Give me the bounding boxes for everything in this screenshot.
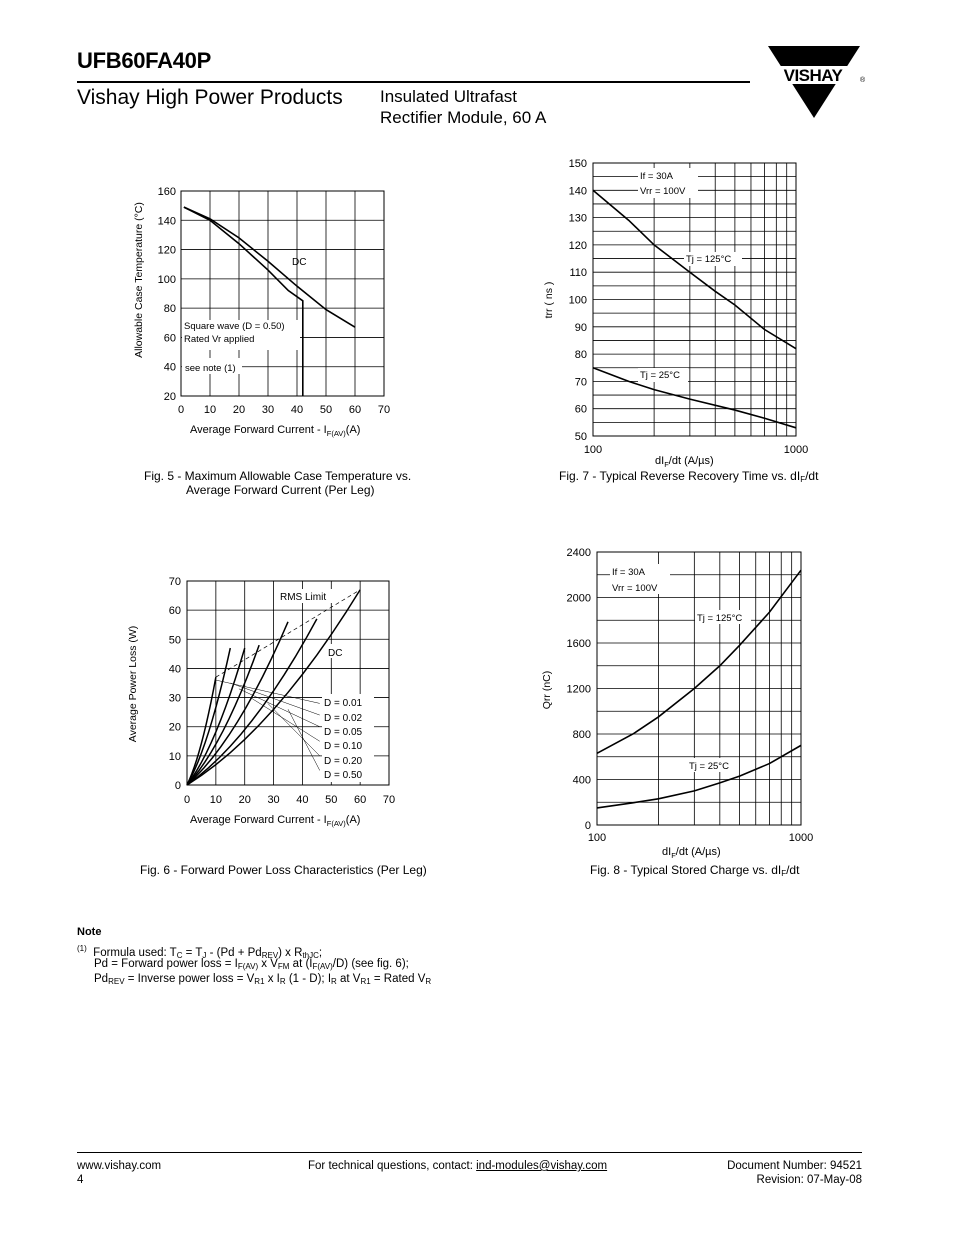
fig8-tj125-label: Tj = 125°C [697, 613, 743, 624]
fig8-y-tick: 2400 [566, 547, 591, 559]
fig7-x-tick: 1000 [783, 444, 809, 456]
fig6-y-tick: 60 [168, 605, 181, 618]
fig6-x-tick: 50 [325, 794, 338, 806]
fig6-dc-label: DC [328, 648, 343, 659]
footer-website-link[interactable]: www.vishay.com [77, 1160, 162, 1172]
fig8-y-tick: 800 [572, 729, 591, 741]
fig6-d020-label: D = 0.20 [324, 756, 363, 767]
fig7-y-tick: 80 [574, 349, 587, 362]
fig7-tj25-label: Tj = 25°C [640, 370, 680, 381]
fig6-x-tick: 70 [382, 794, 396, 806]
fig7-x-axis-label: $dI_F/dt$ (A/µs) [655, 455, 714, 469]
fig6-d002-label: D = 0.02 [324, 713, 363, 724]
header-rule [77, 81, 750, 83]
footer-document-number: Document Number: 94521 [727, 1160, 862, 1172]
fig7-tj125-label: Tj = 125°C [686, 254, 732, 265]
fig7-y-tick: 70 [574, 376, 587, 389]
fig6-x-tick: 30 [267, 794, 280, 806]
fig5-ratedvr-label: Rated Vr applied [184, 334, 255, 345]
fig6-d010-label: D = 0.10 [324, 741, 363, 752]
fig7-curve-tj125 [593, 190, 796, 348]
fig6-rms-label: RMS Limit [280, 592, 327, 603]
fig5-y-tick: 80 [163, 303, 176, 316]
fig7-y-tick: 110 [569, 267, 587, 280]
footer-contact [308, 1159, 607, 1173]
fig5-x-tick: 20 [232, 404, 246, 416]
fig7-x-tick: 100 [583, 444, 603, 456]
fig8-x-tick: 1000 [788, 832, 814, 844]
fig6-x-axis-label: Average Forward Current - $I_{F(AV)}(A)$ [190, 814, 361, 828]
fig5-y-tick: 160 [157, 186, 176, 198]
fig7-y-tick: 140 [568, 185, 587, 198]
fig7-y-tick: 60 [574, 403, 587, 416]
fig5-x-tick: 70 [377, 404, 391, 416]
fig8-y-axis-label: Qrr (nC) [541, 670, 553, 710]
fig6-y-tick: 0 [174, 780, 181, 792]
fig8-caption: Fig. 8 - Typical Stored Charge vs. $dI_F/dt$ [590, 863, 800, 878]
fig7-tick-labels [569, 158, 809, 456]
fig5-y-tick: 60 [163, 332, 176, 345]
fig8-x-tick: 100 [587, 832, 607, 844]
fig7-vrr-label: Vrr = 100V [640, 186, 686, 197]
logo-wordmark: VISHAY [783, 66, 843, 85]
fig6-x-tick: 0 [183, 794, 191, 806]
fig8-y-tick: 0 [584, 820, 591, 832]
part-number: UFB60FA40P [77, 48, 211, 73]
subtitle-line-1: Insulated Ultrafast [380, 87, 518, 106]
fig7-y-axis-label: trr ( ns ) [543, 281, 555, 319]
fig6-caption: Fig. 6 - Forward Power Loss Characteristics (Per Leg) [140, 863, 427, 877]
fig5-y-tick: 20 [163, 391, 176, 403]
fig5-y-tick: 40 [163, 361, 176, 374]
fig5-y-tick: 120 [157, 244, 176, 257]
logo-registered-mark: ® [860, 77, 866, 84]
fig5-squarewave-label: Square wave (D = 0.50) [184, 321, 285, 332]
fig5-x-tick: 50 [319, 404, 333, 416]
brand-line: Vishay High Power Products [77, 86, 343, 109]
fig5-curve-dc [184, 207, 355, 327]
fig8-y-tick: 1600 [566, 638, 591, 650]
fig7-chart [530, 152, 830, 472]
fig6-d050-label: D = 0.50 [324, 770, 363, 781]
fig6-duty-leader [268, 703, 320, 755]
vishay-logo [768, 46, 864, 127]
fig8-curves [597, 570, 801, 808]
fig5-x-tick: 30 [261, 404, 275, 416]
fig7-y-tick: 120 [568, 239, 587, 252]
fig5-x-tick: 10 [203, 404, 217, 416]
fig6-chart [120, 572, 420, 832]
fig6-x-tick: 10 [209, 794, 222, 806]
fig7-y-tick: 130 [568, 212, 587, 225]
fig6-y-tick: 40 [168, 663, 181, 676]
fig5-caption-line-1: Fig. 5 - Maximum Allowable Case Temperature vs. [144, 469, 412, 483]
fig8-chart [530, 540, 830, 860]
fig8-tj25-label: Tj = 25°C [689, 761, 729, 772]
fig8-curve-tj25 [597, 745, 801, 808]
product-subtitle [380, 86, 610, 128]
fig5-x-axis-label: Average Forward Current - $I_{F(AV)}(A)$ [190, 424, 361, 438]
fig5-y-tick: 100 [157, 273, 176, 286]
fig5-caption [144, 469, 411, 497]
note-line-2: Pd = Forward power loss = $I_{F(AV)}$ x $V_{FM}$ at $(I_{F(AV)}/D)$ (see fig. 6); [94, 958, 409, 971]
fig8-x-axis-label: $dI_F/dt$ (A/µs) [662, 846, 721, 860]
footer-page-number: 4 [77, 1174, 84, 1186]
fig6-x-tick: 60 [354, 794, 367, 806]
fig5-chart [120, 180, 420, 450]
fig5-note-label: see note (1) [185, 363, 236, 374]
fig6-duty-leader [250, 698, 319, 742]
footer-revision: Revision: 07-May-08 [756, 1174, 862, 1186]
footer-rule [77, 1152, 862, 1153]
fig6-y-tick: 50 [168, 634, 181, 647]
footer-right [727, 1159, 862, 1187]
fig6-y-tick: 70 [168, 576, 181, 588]
fig5-y-axis-label: Allowable Case Temperature (°C) [133, 202, 145, 358]
fig8-tick-labels [567, 547, 814, 844]
note-title: Note [77, 926, 102, 938]
footer-email-link[interactable]: ind-modules@vishay.com [476, 1160, 608, 1172]
fig7-y-tick: 150 [568, 158, 587, 170]
fig5-y-tick: 140 [157, 215, 176, 228]
fig6-x-tick: 40 [296, 794, 309, 806]
fig6-d005-label: D = 0.05 [324, 727, 363, 738]
fig7-curves [593, 190, 796, 428]
fig8-y-tick: 1200 [566, 683, 591, 696]
fig8-if-label: If = 30A [612, 567, 646, 578]
fig5-x-tick: 60 [348, 404, 362, 416]
fig5-caption-line-2: Average Forward Current (Per Leg) [186, 483, 375, 497]
fig5-dc-label: DC [292, 257, 307, 268]
fig7-if-label: If = 30A [640, 171, 674, 182]
fig5-x-tick: 0 [177, 404, 185, 416]
subtitle-line-2: Rectifier Module, 60 A [380, 108, 547, 127]
fig5-x-tick: 40 [290, 404, 304, 416]
fig6-y-tick: 30 [168, 692, 181, 705]
note-line-3: $Pd_{REV}$ = Inverse power loss = $V_{R1}$ x $I_R$ (1 - D); $I_R$ at $V_{R1}$ = Rated $V_R$ [94, 973, 432, 986]
fig7-y-tick: 100 [568, 294, 587, 307]
fig6-y-tick: 10 [168, 750, 181, 763]
footer-contact-label: For technical questions, contact: [308, 1160, 477, 1172]
fig7-grid [593, 163, 796, 436]
fig6-y-axis-label: Average Power Loss (W) [127, 625, 139, 743]
fig7-curve-tj25 [593, 368, 796, 428]
fig7-y-tick: 50 [574, 431, 587, 443]
fig8-vrr-label: Vrr = 100V [612, 583, 658, 594]
fig8-y-tick: 2000 [566, 592, 591, 605]
fig8-y-tick: 400 [572, 774, 591, 787]
note-line-1: $^{(1)}$ Formula used: $T_C = T_J - (Pd + Pd_{REV})$ x $R_{thJC}$; [77, 944, 323, 960]
fig6-y-tick: 20 [168, 721, 181, 734]
fig6-x-tick: 20 [238, 794, 251, 806]
fig6-duty-leader [288, 709, 320, 770]
fig7-caption: Fig. 7 - Typical Reverse Recovery Time vs. $dI_F/dt$ [559, 469, 819, 484]
fig7-y-tick: 90 [574, 321, 587, 334]
footer-left [77, 1159, 161, 1187]
fig6-d001-label: D = 0.01 [324, 698, 363, 709]
